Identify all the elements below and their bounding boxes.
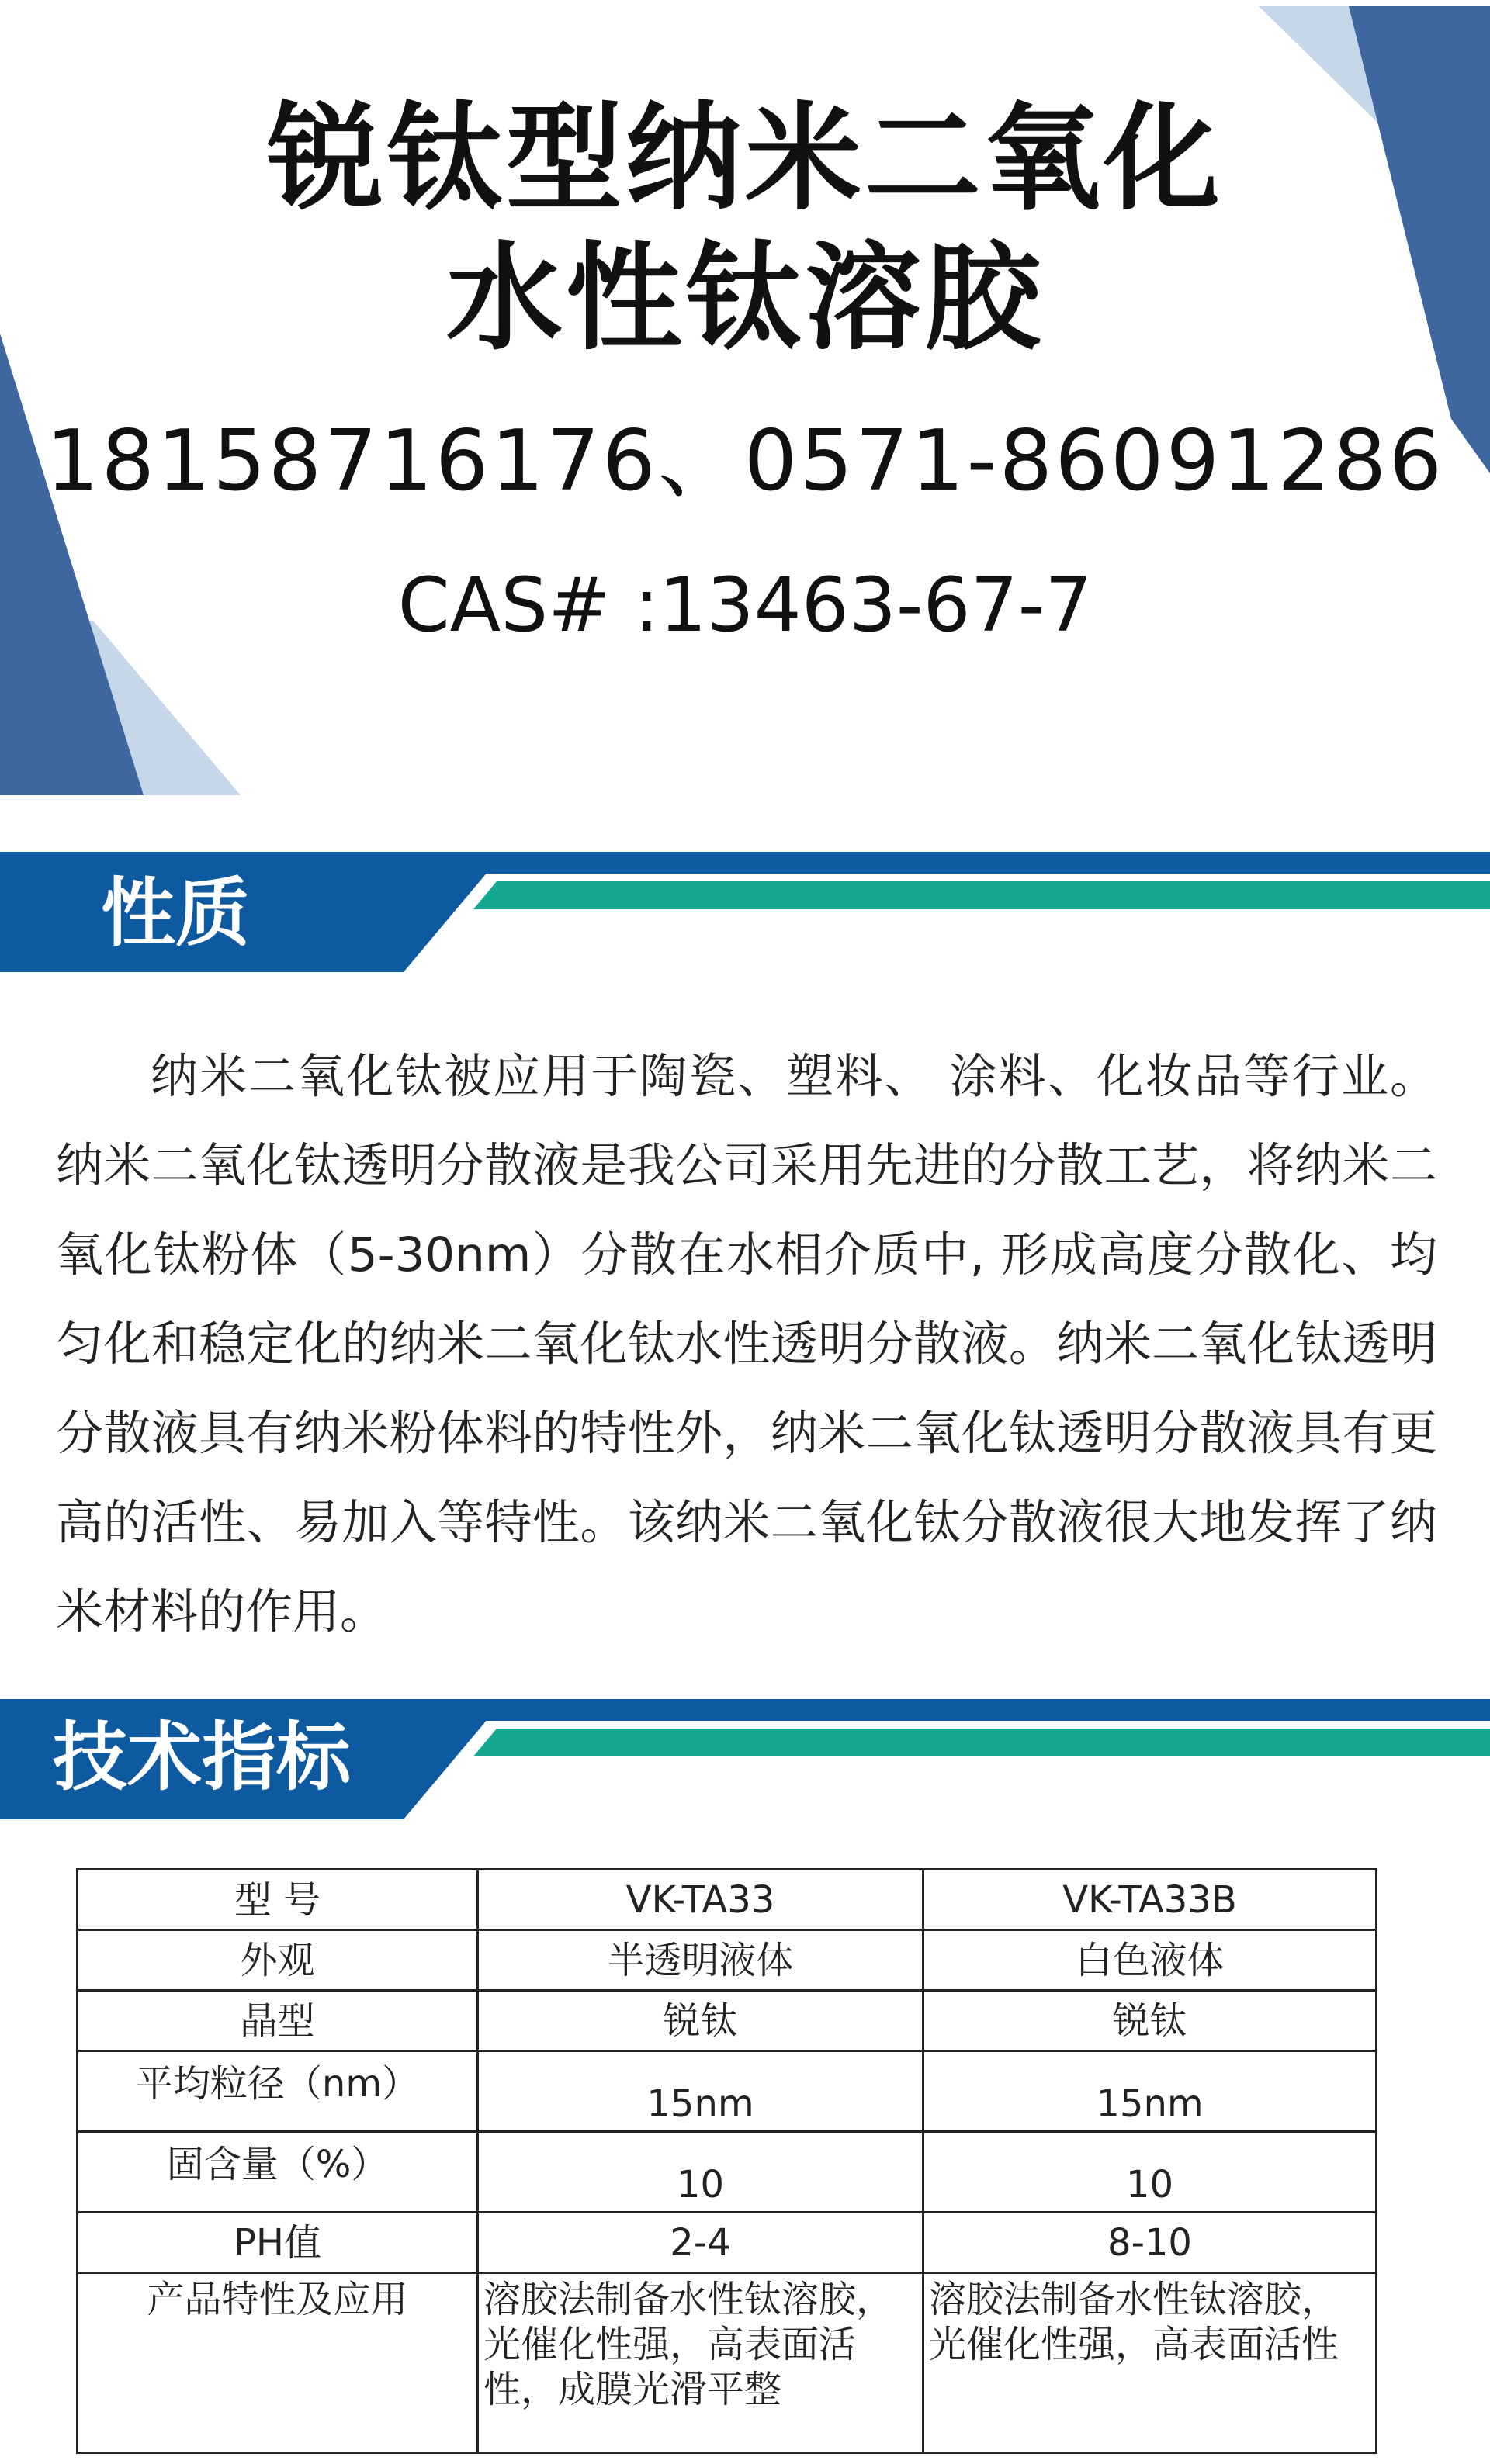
cell-value: 15nm [1096,2082,1204,2126]
cell-value: 8-10 [923,2213,1377,2273]
section-title-specs: 技术指标 [53,1714,351,1801]
product-title-line-1: 锐钛型纳米二氧化 [266,92,1223,227]
band-green-stripe [473,881,1490,909]
band-green-stripe [473,1729,1490,1756]
header-cell-ta33: VK-TA33 [478,1870,923,1930]
cell-value: 溶胶法制备水性钛溶胶，光催化性强，高表面活性 [923,2273,1377,2453]
row-label: 外观 [78,1930,478,1991]
cell-value: 2-4 [478,2213,923,2273]
cell-value: 15nm [646,2082,754,2126]
spec-table [76,1868,1377,2454]
row-label: 平均粒径（nm） [135,2061,420,2106]
row-label: 固含量（%） [166,2142,389,2186]
table-row [78,2213,1377,2273]
row-label: PH值 [78,2213,478,2273]
cell-value: 溶胶法制备水性钛溶胶，光催化性强，高表面活性，成膜光滑平整 [478,2273,923,2453]
section-title-properties: 性质 [101,870,250,957]
cell-value: 10 [676,2162,725,2206]
table-header-row [78,1870,1377,1930]
table-row [78,2273,1377,2453]
table-row [78,1930,1377,1991]
table-row [78,2132,1377,2213]
header-cell-model: 型 号 [78,1870,478,1930]
row-label: 晶型 [78,1991,478,2051]
cas-number: CAS# :13463-67-7 [397,562,1093,649]
properties-paragraph: 纳米二氧化钛被应用于陶瓷、塑料、 涂料、化妆品等行业。纳米二氧化钛透明分散液是我公司采用先进的分散工艺，将纳米二氧化钛粉体（5-30nm）分散在水相介质中, 形成高度分散化、均匀化和稳定化的纳米二氧化钛水性透明分散液。纳米二氧化钛透明分散液具有纳米粉体料的特性外，纳米二氧化钛透明分散液具有更高的活性、易加入等特性。该纳米二氧化钛分散液很大地发挥了纳米材料的作用。 [56,1049,1437,1639]
table-row [78,1991,1377,2051]
cell-value: 锐钛 [923,1991,1377,2051]
band-blue-tab [0,852,504,972]
header-cell-ta33b: VK-TA33B [923,1870,1377,1930]
cell-value: 半透明液体 [478,1930,923,1991]
contact-phone: 18158716176、0571-86091286 [45,413,1445,510]
cell-value: 锐钛 [478,1991,923,2051]
cell-value: 10 [1125,2162,1174,2206]
row-label: 产品特性及应用 [78,2273,478,2453]
table-row [78,2051,1377,2132]
cell-value: 白色液体 [923,1930,1377,1991]
product-title-line-2: 水性钛溶胶 [445,231,1044,366]
